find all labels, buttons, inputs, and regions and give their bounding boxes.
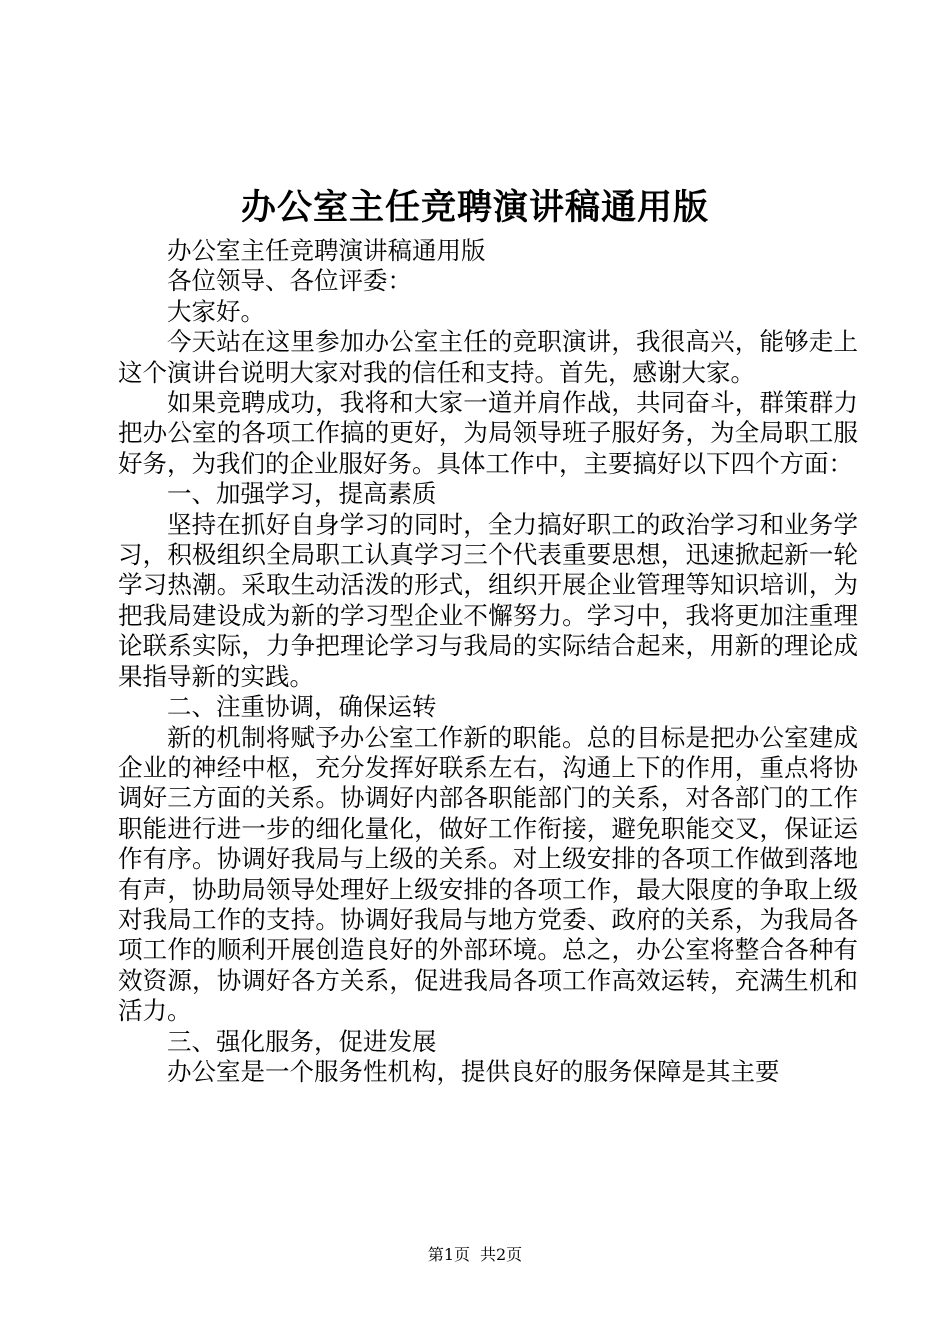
paragraph: 大家好。 [167,296,265,326]
section-heading: 二、注重协调，确保运转 [167,692,437,722]
section-heading: 三、强化服务，促进发展 [167,1026,437,1056]
document-title: 办公室主任竞聘演讲稿通用版 [240,187,709,228]
paragraph: 办公室是一个服务性机构，提供良好的服务保障是其主要 [167,1056,780,1086]
page-total: 共2页 [480,1245,523,1264]
page-footer [0,1243,950,1267]
paragraph: 坚持在抓好自身学习的同时，全力搞好职工的政治学习和业务学习，积极组织全局职工认真学习三个代表重要思想，迅速掀起新一轮学习热潮。采取生动活泼的形式，组织开展企业管理等知识培训，为把我局建设成为新的学习型企业不懈努力。学习中，我将更加注重理论联系实际，力争把理论学习与我局的实际结合起来，用新的理论成果指导新的实践。 [118,509,858,691]
paragraph: 各位领导、各位评委： [167,266,412,296]
page-number: 第1页 [427,1245,470,1264]
document-body [118,236,858,1087]
paragraph: 如果竞聘成功，我将和大家一道并肩作战，共同奋斗，群策群力把办公室的各项工作搞的更好，为局领导班子服好务，为全局职工服好务，为我们的企业服好务。具体工作中，主要搞好以下四个方面： [118,388,858,478]
paragraph: 办公室主任竞聘演讲稿通用版 [167,236,486,265]
paragraph: 新的机制将赋予办公室工作新的职能。总的目标是把办公室建成企业的神经中枢，充分发挥好联系左右，沟通上下的作用，重点将协调好三方面的关系。协调好内部各职能部门的关系，对各部门的工作职能进行进一步的细化量化，做好工作衔接，避免职能交叉，保证运作有序。协调好我局与上级的关系。对上级安排的各项工作做到落地有声，协助局领导处理好上级安排的各项工作，最大限度的争取上级对我局工作的支持。协调好我局与地方党委、政府的关系，为我局各项工作的顺利开展创造良好的外部环境。总之，办公室将整合各种有效资源，协调好各方关系，促进我局各项工作高效运转，充满生机和活力。 [118,722,858,1026]
paragraph: 今天站在这里参加办公室主任的竞职演讲，我很高兴，能够走上这个演讲台说明大家对我的信任和支持。首先，感谢大家。 [118,327,858,387]
section-heading: 一、加强学习，提高素质 [167,479,437,509]
